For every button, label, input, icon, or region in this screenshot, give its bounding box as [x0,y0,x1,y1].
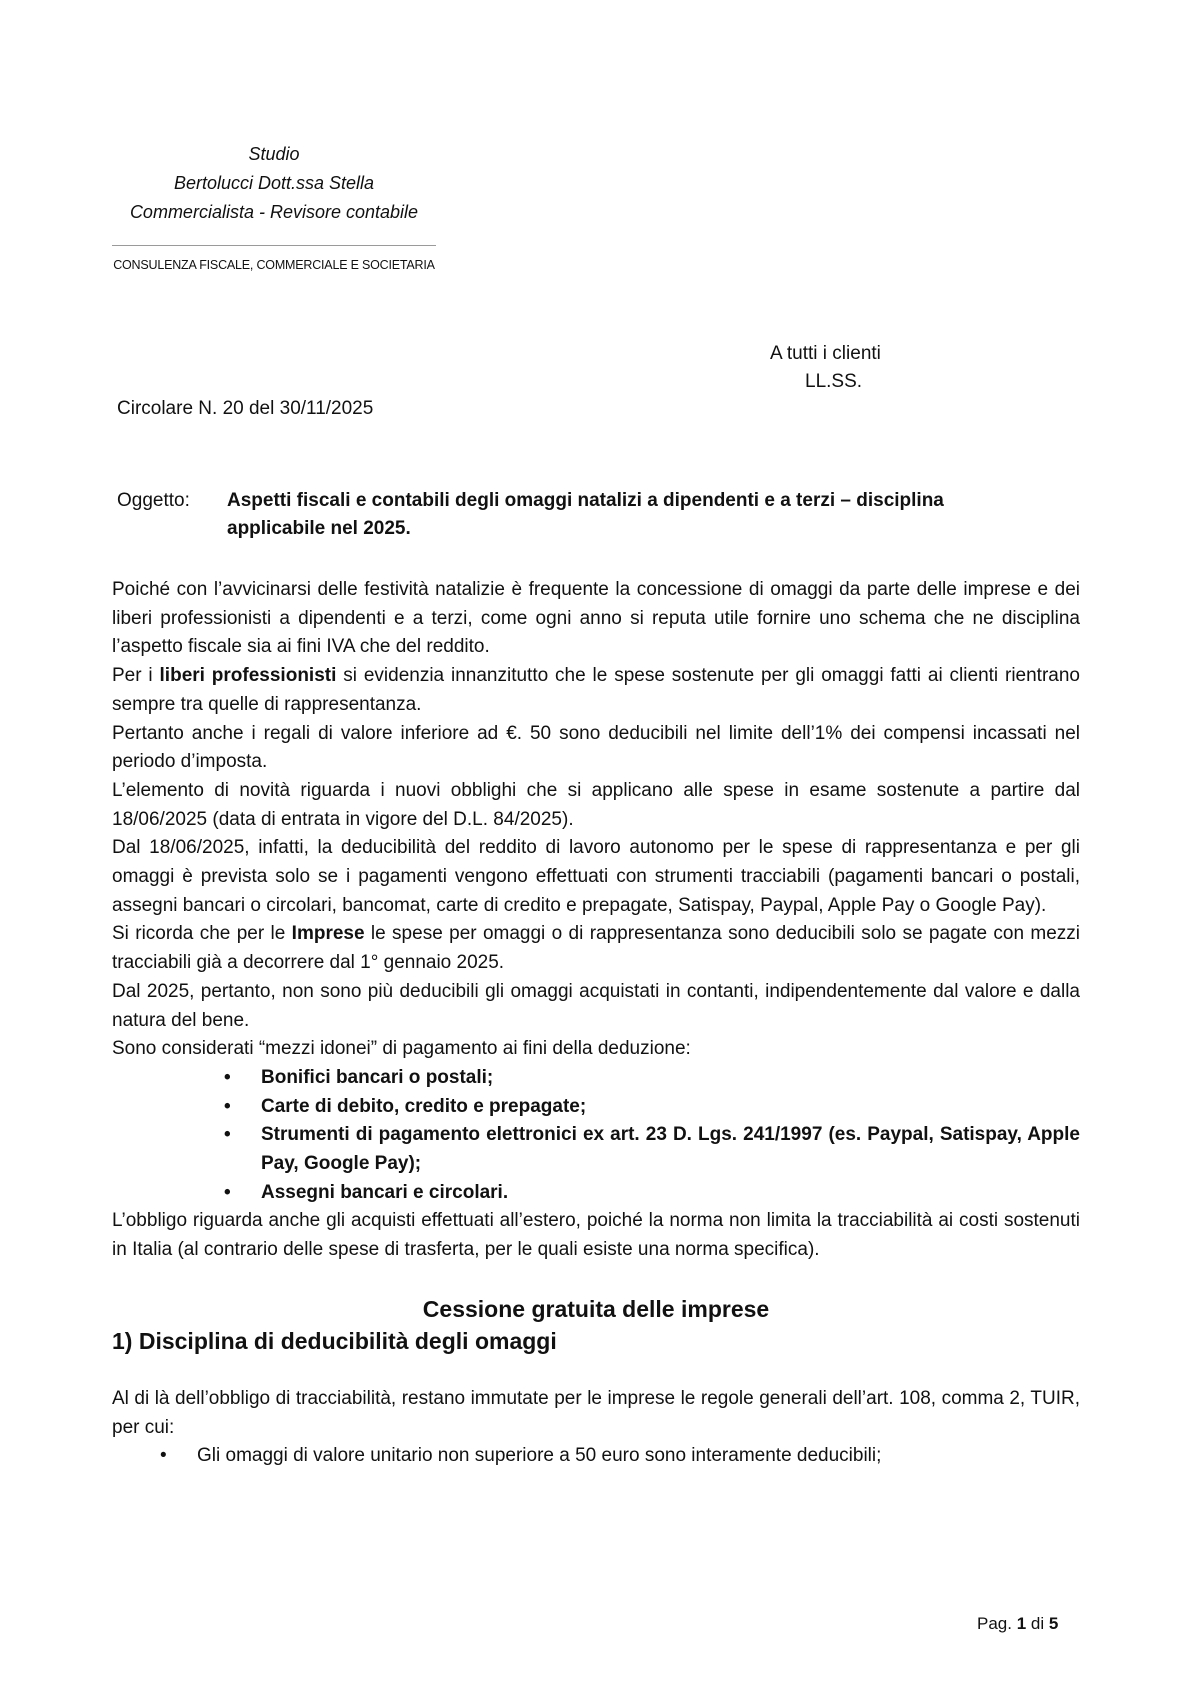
subject-label: Oggetto: [117,490,190,511]
text-run: le spese per omaggi o di rappresentanza sono deducibili solo se pagate con mezzi tracciabili già a decorrere dal 1° gennaio 2025. [112,923,1080,974]
list-item: • Assegni bancari e circolari. [112,1179,1080,1208]
list-item: • Bonifici bancari o postali; [112,1064,1080,1093]
list-item: • Carte di debito, credito e prepagate; [112,1093,1080,1122]
paragraph: L’elemento di novità riguarda i nuovi obblighi che si applicano alle spese in esame sostenute a partire dal 18/06/2025 (data di entrata in vigore del D.L. 84/2025). [112,779,1080,830]
bold-text: Imprese [291,923,365,945]
recipient-line-2: LL.SS. [805,371,863,392]
paragraph: Poiché con l’avvicinarsi delle festività natalizie è frequente la concessione di omaggi da parte delle imprese e dei liberi professionisti a dipendenti e a terzi, come ogni anno si reputa utile fornire uno schema che ne disciplina l’aspetto fiscale sia ai fini IVA che del reddito. [112,579,1080,658]
page-of: di [1030,1614,1045,1633]
text-run: Si ricorda che per le [112,923,292,945]
paragraph: Sono considerati “mezzi idonei” di pagamento ai fini della deduzione: [112,1038,691,1060]
paragraph [112,662,1080,719]
page-prefix: Pag. [977,1614,1012,1633]
spacer [112,1357,1080,1385]
text-run: si evidenzia innanzitutto che le spese sostenute per gli omaggi fatti ai clienti rientrano sempre tra quelle di rappresentanza. [112,665,1080,715]
paragraph: Al di là dell’obbligo di tracciabilità, restano immutate per le imprese le regole generali dell’art. 108, comma 2, TUIR, per cui: [112,1387,1080,1438]
paragraph [112,920,1080,977]
paragraph: Dal 18/06/2025, infatti, la deducibilità del reddito di lavoro autonomo per le spese di rappresentanza e per gli omaggi è prevista solo se i pagamenti vengono effettuati con strumenti tracciabili (pagamenti bancari o postali, assegni bancari o circolari, bancomat, carte di credito e prepagate, Satispay, Paypal, Apple Pay o Google Pay). [112,837,1080,916]
subject-text: Aspetti fiscali e contabili degli omaggi natalizi a dipendenti e a terzi – disciplina applicabile nel 2025. [227,490,944,539]
section-heading: Cessione gratuita delle imprese [422,1295,770,1322]
current-page: 1 [1016,1614,1027,1633]
letterhead-name: Bertolucci Dott.ssa Stella [173,173,375,193]
subject-block [117,487,1037,543]
circular-number: Circolare N. 20 del 30/11/2025 [117,398,374,419]
letterhead [108,140,440,272]
paragraph: L’obbligo riguarda anche gli acquisti effettuati all’estero, poiché la norma non limita la tracciabilità ai costi sostenuti in Italia (al contrario delle spese di trasferta, per le quali esiste una norma specifica). [112,1210,1080,1261]
letterhead-studio: Studio [248,144,300,164]
payment-methods-list [112,1064,1080,1208]
recipient-line-1: A tutti i clienti [770,343,881,364]
list-item: • Gli omaggi di valore unitario non superiore a 50 euro sono interamente deducibili; [112,1442,1080,1471]
letterhead-tagline: CONSULENZA FISCALE, COMMERCIALE E SOCIETARIA [113,258,435,272]
text-run: Per i [112,665,160,687]
bold-text: liberi professionisti [159,665,337,687]
document-body [112,576,1080,1471]
list-item: • Strumenti di pagamento elettronici ex art. 23 D. Lgs. 241/1997 (es. Paypal, Satispay, Apple Pay, Google Pay); [112,1121,1080,1178]
recipient-block [770,340,881,396]
rules-list [112,1442,1080,1471]
paragraph: Dal 2025, pertanto, non sono più deducibili gli omaggi acquistati in contanti, indipendentemente dal valore e dalla natura del bene. [112,980,1080,1031]
letterhead-divider [112,245,436,246]
subsection-heading: 1) Disciplina di deducibilità degli omaggi [112,1327,557,1354]
page-number [977,1614,1058,1634]
paragraph: Pertanto anche i regali di valore inferiore ad €. 50 sono deducibili nel limite dell’1% dei compensi incassati nel periodo d’imposta. [112,722,1080,773]
total-pages: 5 [1048,1614,1059,1633]
letterhead-profession: Commercialista - Revisore contabile [129,202,419,222]
